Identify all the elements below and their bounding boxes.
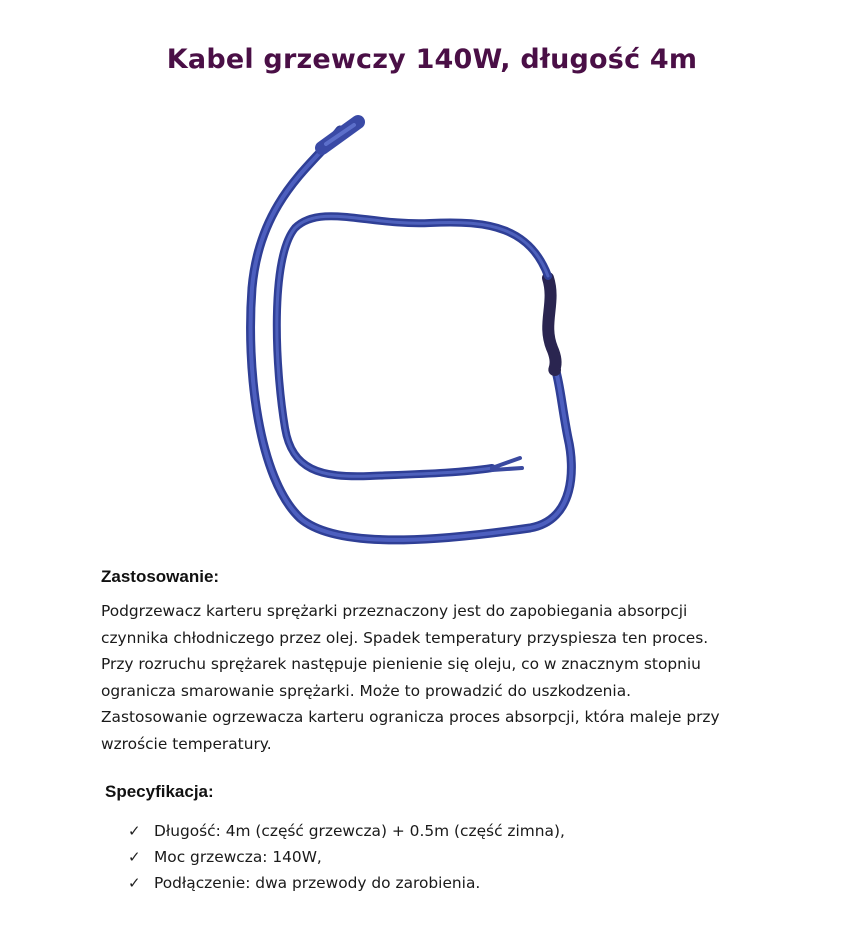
list-item	[128, 818, 565, 844]
spec-item-connection: Podłączenie: dwa przewody do zarobienia.	[154, 874, 481, 892]
check-icon: ✓	[128, 848, 141, 866]
list-item	[128, 844, 565, 870]
spec-item-power: Moc grzewcza: 140W,	[154, 848, 322, 866]
heating-cable-image	[230, 108, 630, 548]
spec-item-length: Długość: 4m (część grzewcza) + 0.5m (część zimna),	[154, 822, 565, 840]
check-icon: ✓	[128, 874, 141, 892]
specification-list	[128, 818, 565, 896]
page-title: Kabel grzewczy 140W, długość 4m	[166, 44, 698, 75]
list-item	[128, 870, 565, 896]
usage-description: Podgrzewacz karteru sprężarki przeznaczony jest do zapobiegania absorpcji czynnika chłodniczego przez olej. Spadek temperatury przyspiesza ten proces. Przy rozruchu sprężarek następuje pienienie się oleju, co w znacznym stopniu ogranicza smarowanie sprężarki. Może to prowadzić do uszkodzenia. Zastosowanie ogrzewacza karteru ogranicza proces absorpcji, która maleje przy wzroście temperatury.	[101, 602, 720, 753]
usage-heading: Zastosowanie:	[101, 567, 220, 586]
specification-heading: Specyfikacja:	[105, 782, 214, 801]
check-icon: ✓	[128, 822, 141, 840]
